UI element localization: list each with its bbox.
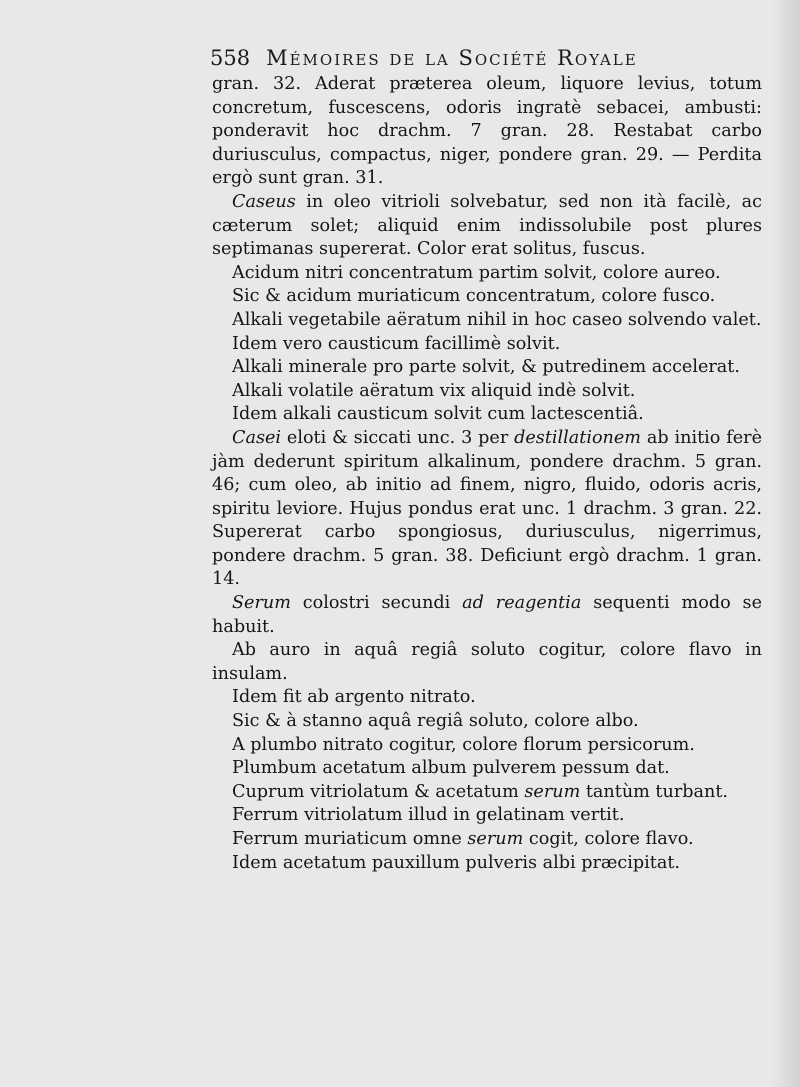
paragraph [212,828,762,852]
paragraph [212,262,762,286]
paragraph [212,427,762,592]
text-run: Cuprum vitriolatum & acetatum [232,781,525,802]
paragraph [212,686,762,710]
text-run: Idem fit ab argento nitrato. [232,687,476,708]
text-run: A plumbo nitrato cogitur, colore florum persicorum. [232,734,695,755]
italic-text: Casei [232,427,282,448]
text-run: Idem vero causticum facillimè solvit. [232,333,561,354]
text-run: Alkali volatile aëratum vix aliquid indè solvit. [232,380,636,401]
text-run: Sic & acidum muriaticum concentratum, colore fusco. [232,286,716,307]
italic-text: ad reagentia [462,593,582,614]
running-title: Mémoires de la Société Royale [266,46,638,70]
paragraph [212,403,762,427]
text-run: sequenti modo se habuit. [212,593,762,637]
italic-text: serum [524,781,581,802]
italic-text: Caseus [232,191,296,212]
paragraph [212,356,762,380]
text-run: Alkali minerale pro parte solvit, & putredinem accelerat. [232,357,740,378]
body-text [212,73,762,875]
paragraph [212,380,762,404]
text-run: tantùm turbant. [580,781,728,802]
binding-shadow [772,0,800,1087]
text-run: Ab auro in aquâ regiâ soluto cogitur, colore flavo in insulam. [212,640,762,684]
text-run: Acidum nitri concentratum partim solvit, colore aureo. [232,262,721,283]
paragraph [212,309,762,333]
text-run: colostri secundi [290,593,463,614]
paragraph [212,852,762,876]
paragraph [212,734,762,758]
text-run: cogit, colore flavo. [523,829,694,849]
paragraph [212,804,762,828]
paragraph [212,285,762,309]
text-run: Ferrum vitriolatum illud in gelatinam vertit. [232,805,625,826]
paragraph [212,333,762,357]
text-run: Alkali vegetabile aëratum nihil in hoc caseo solvendo valet. [232,309,762,330]
paragraph [212,73,762,191]
paragraph [212,781,762,805]
text-run: Plumbum acetatum album pulverem pessum dat. [232,758,670,779]
text-run: Idem acetatum pauxillum pulveris albi præcipitat. [232,852,681,873]
text-run: gran. 32. Aderat præterea oleum, liquore levius, totum concretum, fuscescens, odoris ingratè sebacei, ambusti: ponderavit hoc drachm. 7 gran. 28. Restabat carbo duriusculus, compactus, niger, pondere gran. 29. — Perdita ergò sunt gran. 31. [212,74,762,189]
text-run: Ferrum muriaticum omne [232,829,468,849]
paragraph [212,710,762,734]
text-run: ab initio ferè jàm dederunt spiritum alkalinum, pondere drachm. 5 gran. 46; cum oleo, ab initio ad finem, nigro, fluido, odoris acris, spiritu leviore. Hujus pondus erat unc. 1 drachm. 3 gran. 22. Supererat carbo spongiosus, duriusculus, nigerrimus, pondere drachm. 5 gran. 38. Deficiunt ergò drachm. 1 gran. 14. [212,427,762,590]
running-head [210,46,730,70]
text-run: in oleo vitrioli solvebatur, sed non ità facilè, ac cæterum solet; aliquid enim indissolubile post plures septimanas supererat. Color erat solitus, fuscus. [212,191,762,260]
italic-text: serum [467,829,524,849]
paragraph [212,639,762,686]
italic-text: Serum [232,593,291,614]
paragraph [212,757,762,781]
italic-text: destillationem [514,427,641,448]
text-run: Sic & à stanno aquâ regiâ soluto, colore albo. [232,711,639,732]
paragraph [212,592,762,639]
text-run: Idem alkali causticum solvit cum lactescentiâ. [232,404,644,425]
page-number: 558 [210,46,251,70]
paragraph [212,191,762,262]
text-run: eloti & siccati unc. 3 per [281,427,515,448]
